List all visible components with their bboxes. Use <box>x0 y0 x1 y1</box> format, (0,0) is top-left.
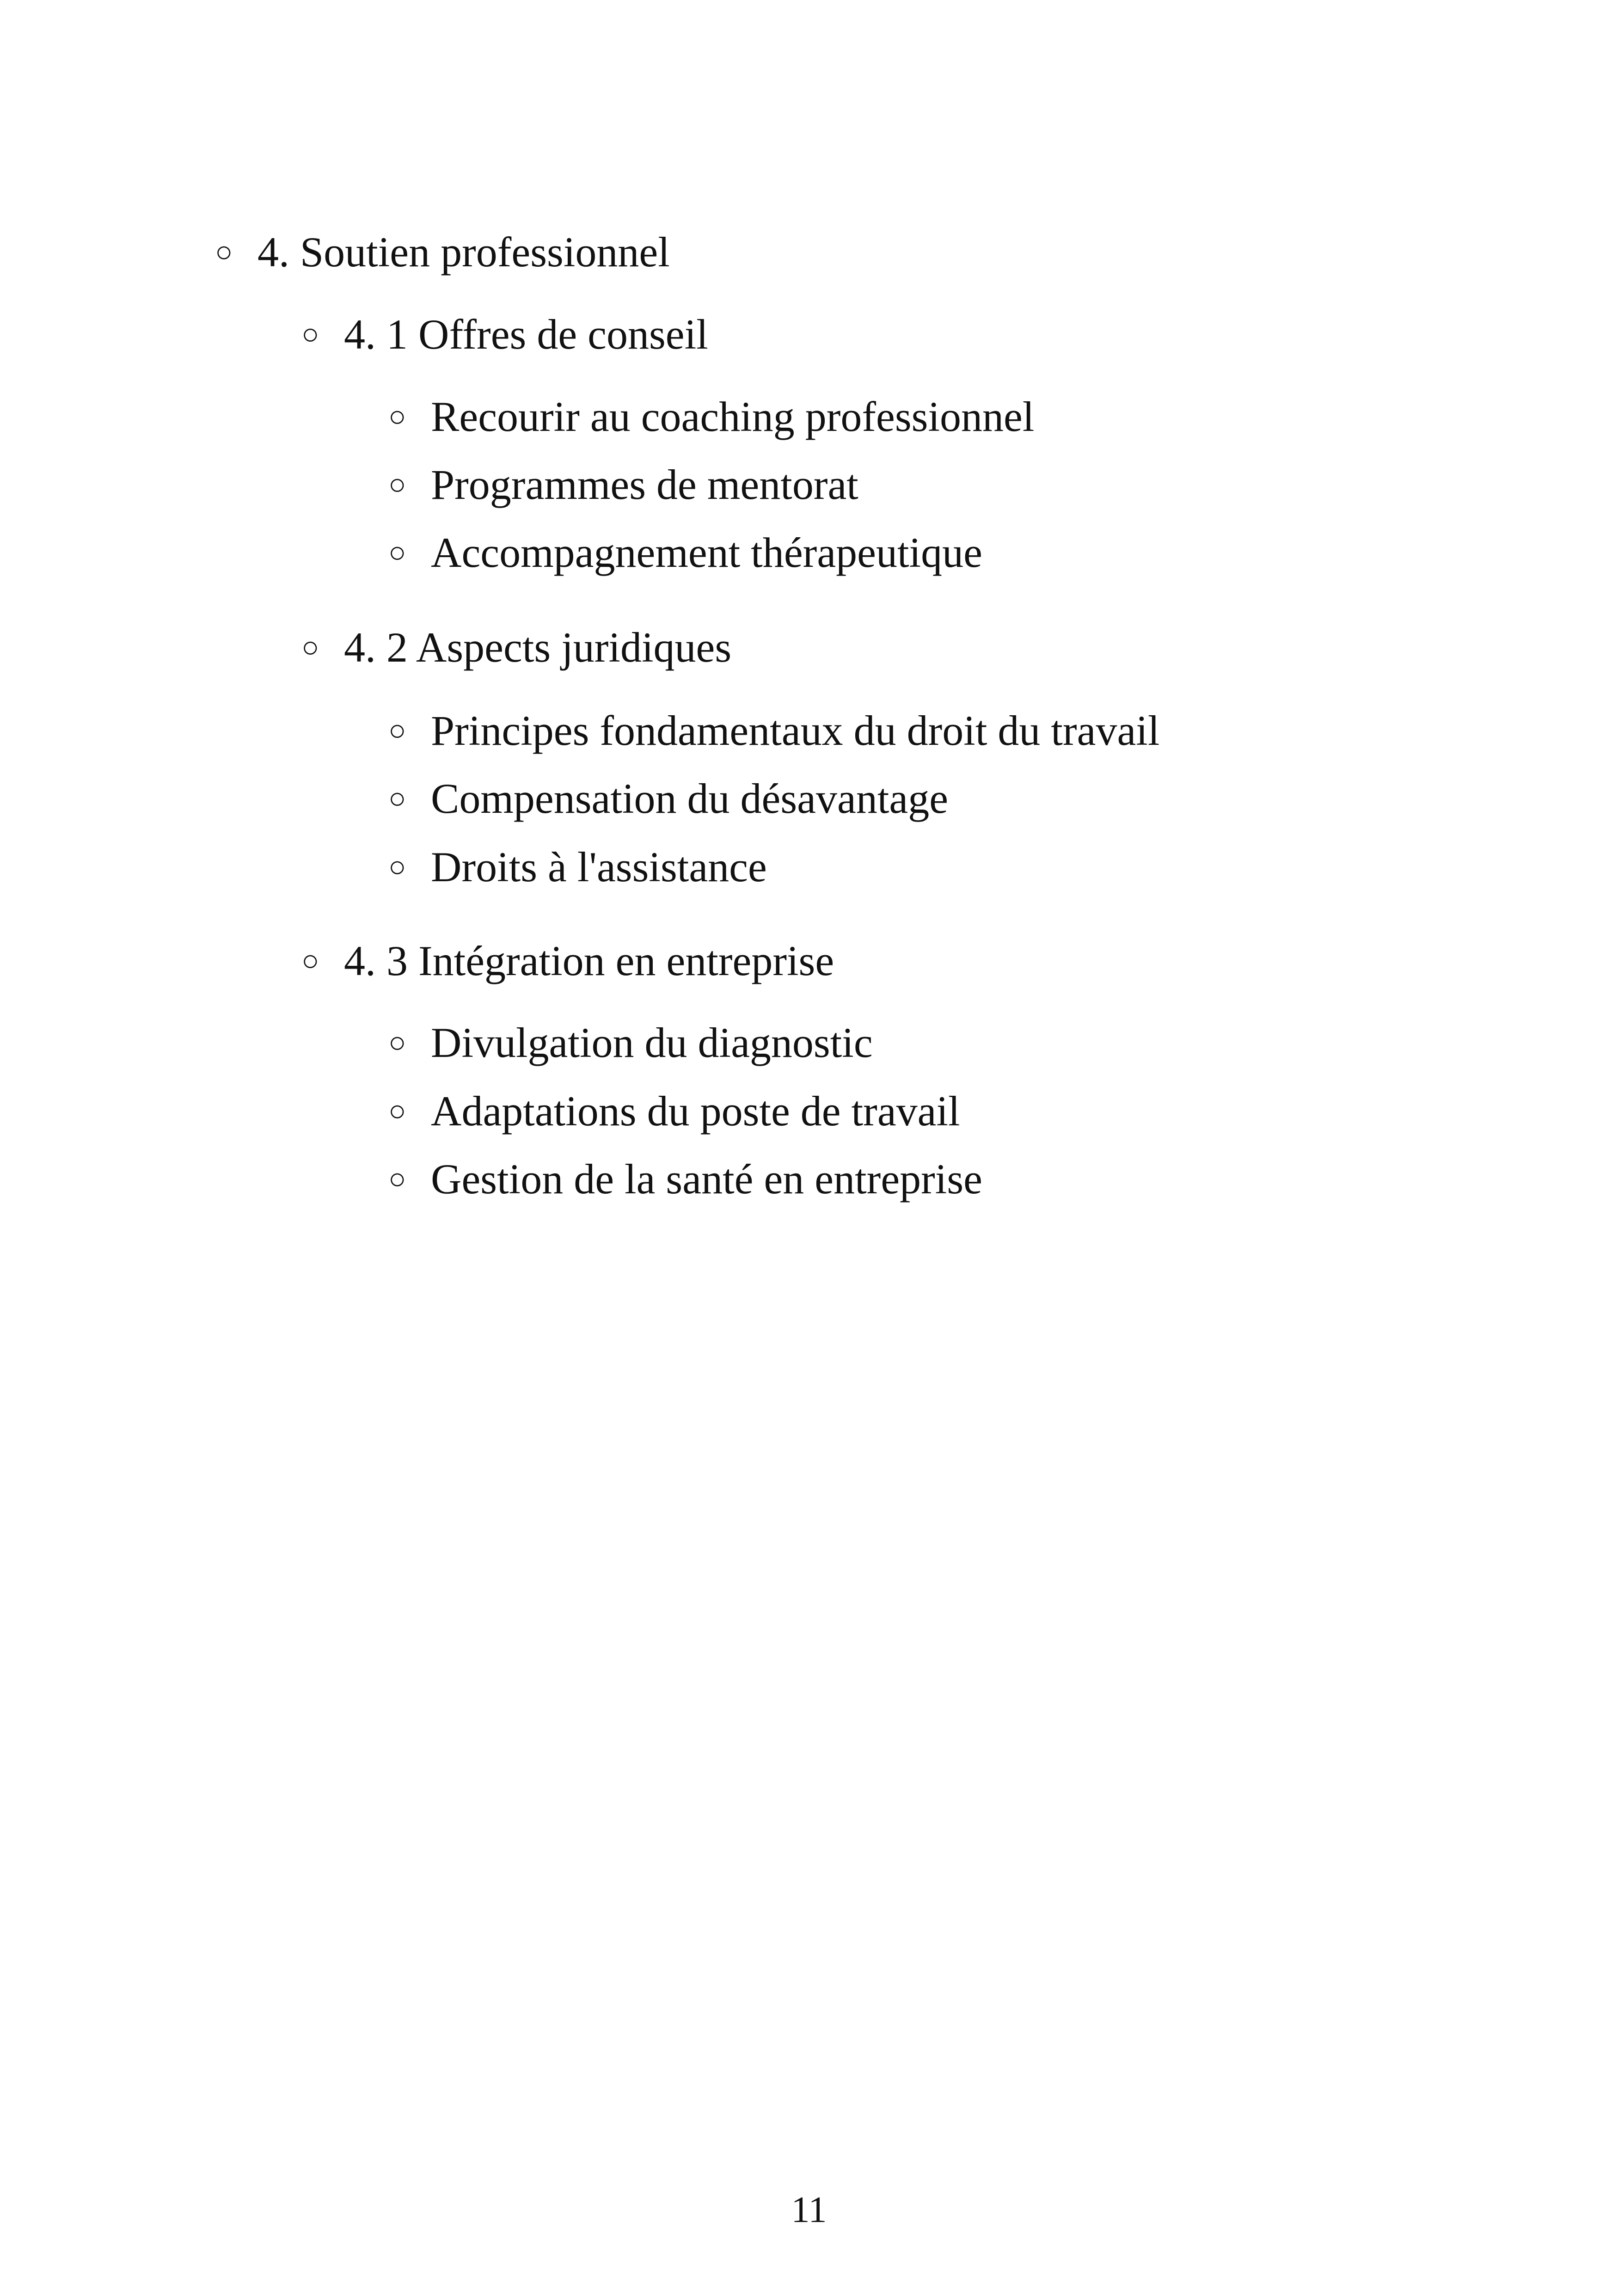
item-label: Divulgation du diagnostic <box>431 1019 873 1066</box>
outline-item <box>388 773 948 824</box>
hollow-bullet-icon: ○ <box>301 944 319 977</box>
outline-section <box>215 227 670 277</box>
outline-subsection <box>301 935 834 986</box>
hollow-bullet-icon: ○ <box>301 631 319 663</box>
section-title: 4. Soutien professionnel <box>257 228 670 276</box>
hollow-bullet-icon: ○ <box>388 536 406 569</box>
outline-item <box>388 527 982 578</box>
item-label: Accompagnement thérapeutique <box>431 529 982 576</box>
item-label: Principes fondamentaux du droit du travail <box>431 707 1160 754</box>
hollow-bullet-icon: ○ <box>388 468 406 501</box>
item-label: Gestion de la santé en entreprise <box>431 1155 982 1203</box>
outline-item <box>388 1017 873 1068</box>
hollow-bullet-icon: ○ <box>388 1094 406 1127</box>
outline-subsection <box>301 622 731 673</box>
outline-item <box>388 391 1034 442</box>
hollow-bullet-icon: ○ <box>388 850 406 883</box>
subsection-title: 4. 3 Intégration en entreprise <box>344 937 834 984</box>
hollow-bullet-icon: ○ <box>388 782 406 815</box>
hollow-bullet-icon: ○ <box>388 714 406 747</box>
hollow-bullet-icon: ○ <box>388 1026 406 1059</box>
hollow-bullet-icon: ○ <box>215 235 233 268</box>
item-label: Compensation du désavantage <box>431 775 949 822</box>
outline-item <box>388 1154 982 1204</box>
hollow-bullet-icon: ○ <box>301 318 319 350</box>
subsection-title: 4. 2 Aspects juridiques <box>344 624 732 671</box>
hollow-bullet-icon: ○ <box>388 400 406 433</box>
outline-item <box>388 705 1159 756</box>
outline-item <box>388 1086 960 1136</box>
outline-item <box>388 841 767 892</box>
page-number: 11 <box>791 2190 827 2230</box>
item-label: Programmes de mentorat <box>431 461 858 508</box>
outline-item <box>388 459 858 510</box>
item-label: Adaptations du poste de travail <box>431 1087 960 1135</box>
item-label: Recourir au coaching professionnel <box>431 393 1035 440</box>
item-label: Droits à l'assistance <box>431 843 767 890</box>
subsection-title: 4. 1 Offres de conseil <box>344 311 708 358</box>
hollow-bullet-icon: ○ <box>388 1162 406 1195</box>
outline-subsection <box>301 309 708 360</box>
